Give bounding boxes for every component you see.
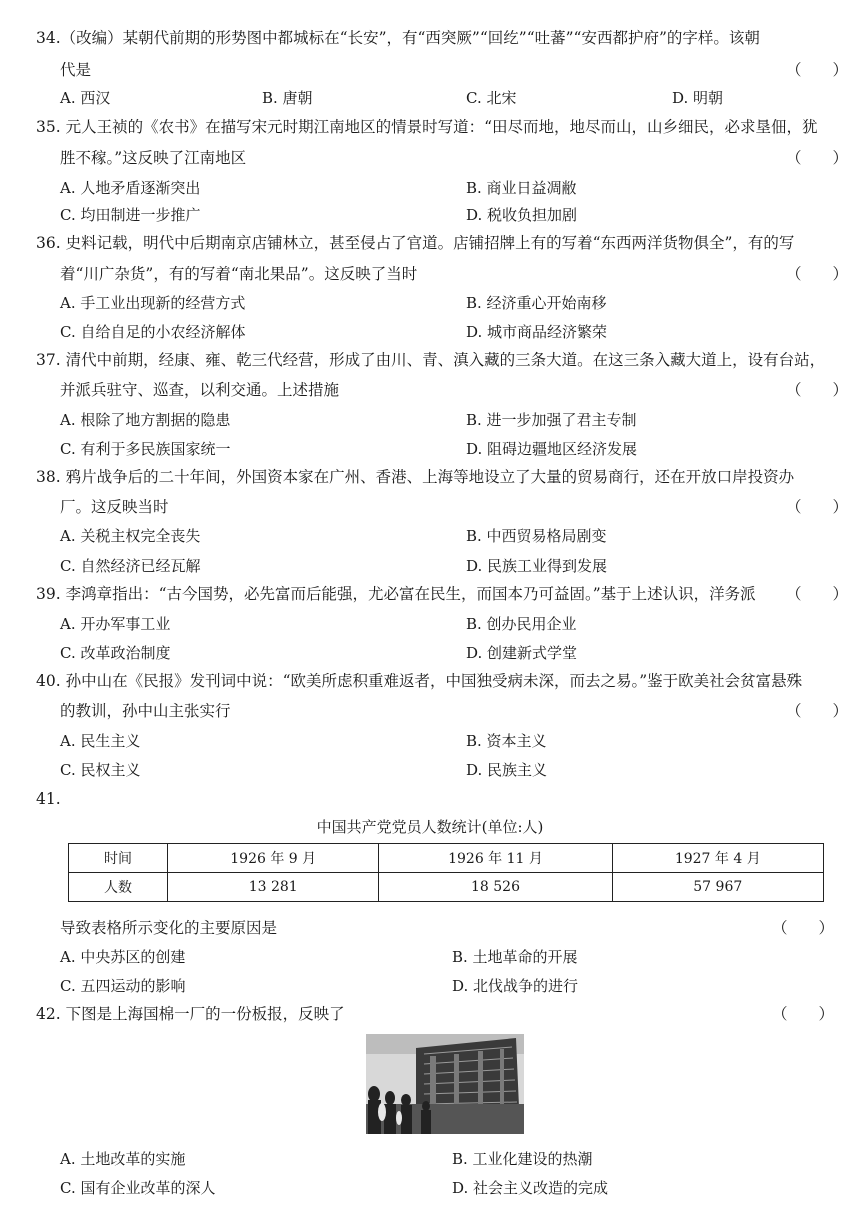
q36-line-2: 着“川广杂货”，有的写着“南北果品”。这反映了当时 [60, 265, 418, 283]
q35-option-a[interactable]: A. 人地矛盾逐渐突出 [60, 179, 201, 197]
q41-answer-bracket[interactable]: （ ） [772, 919, 835, 937]
table-header-cell: 时间 [69, 844, 168, 873]
table-row [69, 844, 824, 873]
q37-option-a[interactable]: A. 根除了地方割据的隐患 [60, 411, 231, 429]
q36-answer-bracket[interactable]: （ ） [786, 265, 849, 283]
q42-option-b[interactable]: B. 工业化建设的热潮 [452, 1150, 593, 1168]
q36-option-c[interactable]: C. 自给自足的小农经济解体 [60, 323, 246, 341]
q40-line-1: 40. 孙中山在《民报》发刊词中说：“欧美所虑积重难返者，中国独受病未深，而去之易。”鉴于欧美社会贫富悬殊 [36, 672, 803, 690]
q37-line-1: 37. 清代中前期，经康、雍、乾三代经营，形成了由川、青、滇入藏的三条大道。在这三条入藏大道上，设有台站， [36, 351, 826, 369]
q41-number: 41. [36, 790, 61, 808]
q42-option-d[interactable]: D. 社会主义改造的完成 [452, 1179, 609, 1197]
q38-option-d[interactable]: D. 民族工业得到发展 [466, 557, 608, 575]
q39-option-a[interactable]: A. 开办军事工业 [60, 615, 171, 633]
q35-option-b[interactable]: B. 商业日益凋敝 [466, 179, 577, 197]
q42-line-1: 42. 下图是上海国棉一厂的一份板报，反映了 [36, 1005, 345, 1023]
q41-table-caption: 中国共产党党员人数统计(单位:人) [316, 818, 544, 836]
q35-option-d[interactable]: D. 税收负担加剧 [466, 206, 578, 224]
q39-option-b[interactable]: B. 创办民用企业 [466, 615, 577, 633]
q37-option-d[interactable]: D. 阻碍边疆地区经济发展 [466, 440, 638, 458]
q39-answer-bracket[interactable]: （ ） [786, 585, 849, 603]
table-cell: 人数 [69, 873, 168, 902]
q40-answer-bracket[interactable]: （ ） [786, 702, 849, 720]
q36-option-d[interactable]: D. 城市商品经济繁荣 [466, 323, 608, 341]
q41-option-c[interactable]: C. 五四运动的影响 [60, 977, 186, 995]
q38-option-b[interactable]: B. 中西贸易格局剧变 [466, 527, 607, 545]
table-cell: 13 281 [168, 873, 379, 902]
q40-option-b[interactable]: B. 资本主义 [466, 732, 547, 750]
q39-line-1: 39. 李鸿章指出：“古今国势，必先富而后能强，尤必富在民生，而国本乃可益固。”基于上述认识，洋务派 [36, 585, 756, 603]
q36-option-b[interactable]: B. 经济重心开始南移 [466, 294, 607, 312]
q34-line-2: 代是 [60, 61, 92, 79]
q38-answer-bracket[interactable]: （ ） [786, 498, 849, 516]
q35-answer-bracket[interactable]: （ ） [786, 149, 849, 167]
q36-line-1: 36. 史料记载，明代中后期南京店铺林立，甚至侵占了官道。店铺招牌上有的写着“东西两洋货物俱全”，有的写 [36, 234, 795, 252]
table-cell: 18 526 [379, 873, 612, 902]
q42-answer-bracket[interactable]: （ ） [772, 1005, 835, 1023]
table-header-cell: 1926 年 9 月 [168, 844, 379, 873]
q37-line-2: 并派兵驻守、巡查，以利交通。上述措施 [60, 381, 340, 399]
q35-line-2: 胜不稼。”这反映了江南地区 [60, 149, 247, 167]
q40-option-a[interactable]: A. 民生主义 [60, 732, 141, 750]
q38-line-1: 38. 鸦片战争后的二十年间，外国资本家在广州、香港、上海等地设立了大量的贸易商行，还在开放口岸投资办 [36, 468, 795, 486]
q41-option-b[interactable]: B. 土地革命的开展 [452, 948, 578, 966]
q37-option-c[interactable]: C. 有利于多民族国家统一 [60, 440, 231, 458]
q39-option-c[interactable]: C. 改革政治制度 [60, 644, 171, 662]
q35-line-1: 35. 元人王祯的《农书》在描写宋元时期江南地区的情景时写道：“田尽而地，地尽而山，山乡细民，必求垦佃，犹 [36, 118, 818, 136]
q40-line-2: 的教训，孙中山主张实行 [60, 702, 231, 720]
q38-line-2: 厂。这反映当时 [60, 498, 169, 516]
blackboard-newspaper-photo [366, 1034, 524, 1134]
q41-option-a[interactable]: A. 中央苏区的创建 [60, 948, 186, 966]
q36-option-a[interactable]: A. 手工业出现新的经营方式 [60, 294, 246, 312]
q40-option-d[interactable]: D. 民族主义 [466, 761, 548, 779]
table-row [69, 873, 824, 902]
q42-option-c[interactable]: C. 国有企业改革的深人 [60, 1179, 216, 1197]
q35-option-c[interactable]: C. 均田制进一步推广 [60, 206, 201, 224]
q42-option-a[interactable]: A. 土地改革的实施 [60, 1150, 186, 1168]
q34-option-d[interactable]: D. 明朝 [672, 89, 724, 107]
q38-option-c[interactable]: C. 自然经济已经瓦解 [60, 557, 201, 575]
table-header-cell: 1927 年 4 月 [612, 844, 823, 873]
q37-option-b[interactable]: B. 进一步加强了君主专制 [466, 411, 637, 429]
q37-answer-bracket[interactable]: （ ） [786, 381, 849, 399]
q34-answer-bracket[interactable]: （ ） [786, 61, 849, 79]
table-header-cell: 1926 年 11 月 [379, 844, 612, 873]
q34-line-1: 34.（改编）某朝代前期的形势图中都城标在“长安”，有“西突厥”“回纥”“吐蕃”“安西都护府”的字样。该朝 [36, 29, 760, 47]
q34-option-c[interactable]: C. 北宋 [466, 89, 517, 107]
q41-option-d[interactable]: D. 北伐战争的进行 [452, 977, 579, 995]
q34-option-a[interactable]: A. 西汉 [60, 89, 111, 107]
q41-stem: 导致表格所示变化的主要原因是 [60, 919, 278, 937]
q38-option-a[interactable]: A. 关税主权完全丧失 [60, 527, 201, 545]
table-cell: 57 967 [612, 873, 823, 902]
party-member-table [68, 843, 824, 902]
q40-option-c[interactable]: C. 民权主义 [60, 761, 141, 779]
q39-option-d[interactable]: D. 创建新式学堂 [466, 644, 578, 662]
q34-option-b[interactable]: B. 唐朝 [262, 89, 313, 107]
